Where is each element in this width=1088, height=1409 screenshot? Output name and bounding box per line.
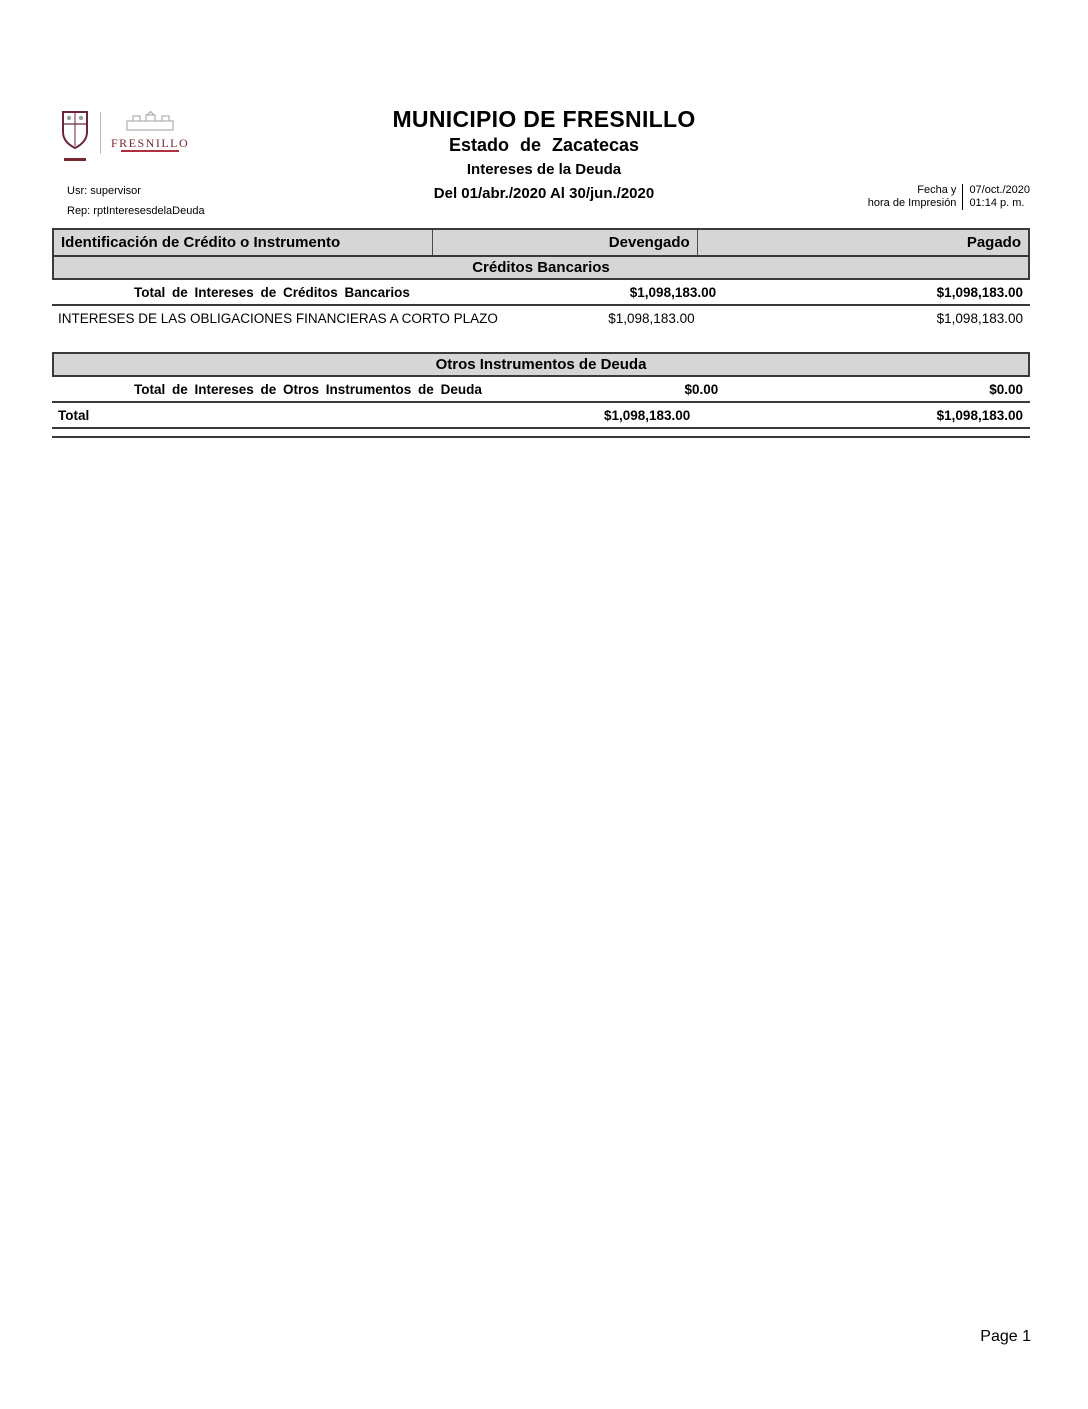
section-header-otros-instrumentos: Otros Instrumentos de Deuda (52, 352, 1030, 377)
report-period: Del 01/abr./2020 Al 30/jun./2020 (433, 185, 655, 202)
print-date: 07/oct./2020 (969, 184, 1030, 196)
table-row-grand-total (52, 403, 1030, 429)
section-gap (52, 330, 1030, 352)
row-label: Total de Intereses de Otros Instrumentos de Deuda (134, 381, 482, 397)
print-info (868, 184, 1030, 210)
table-row-total-creditos (52, 280, 1030, 306)
report-id-label: Rep: rptInteresesdelaDeuda (67, 205, 205, 217)
print-info-label: Fecha y hora de Impresión (867, 184, 957, 209)
user-label: Usr: supervisor (67, 185, 141, 197)
table-row-detail-obligaciones (52, 306, 1030, 330)
print-time: 01:14 p. m. (969, 197, 1025, 209)
pagado-value: $1,098,183.00 (936, 407, 1023, 423)
bottom-rule-gap (52, 429, 1030, 436)
meta-left (67, 181, 205, 221)
devengado-value: $0.00 (684, 381, 719, 397)
pagado-value: $0.00 (989, 381, 1023, 397)
pagado-value: $1,098,183.00 (936, 310, 1023, 326)
column-header-identification: Identificación de Crédito o Instrumento (54, 230, 433, 255)
pagado-value: $1,098,183.00 (936, 284, 1024, 300)
debt-interest-table (52, 228, 1030, 438)
table-row-total-otros (52, 377, 1030, 403)
report-title: MUNICIPIO DE FRESNILLO (392, 106, 696, 132)
table-header-row (52, 228, 1030, 257)
column-header-pagado: Pagado (966, 234, 1021, 251)
page-number: Page 1 (980, 1328, 1031, 1345)
devengado-value: $1,098,183.00 (629, 284, 717, 300)
devengado-value: $1,098,183.00 (603, 407, 691, 423)
row-label: Total (58, 407, 90, 423)
devengado-value: $1,098,183.00 (608, 310, 695, 326)
row-label: Total de Intereses de Créditos Bancarios (134, 284, 410, 300)
fresnillo-logo-text: FRESNILLO (111, 136, 190, 150)
print-info-values (962, 184, 1030, 210)
section-header-creditos-bancarios: Créditos Bancarios (52, 257, 1030, 280)
bottom-rule (52, 436, 1030, 438)
row-label: INTERESES DE LAS OBLIGACIONES FINANCIERAS A CORTO PLAZO (58, 310, 498, 326)
column-header-devengado: Devengado (433, 230, 698, 255)
report-name: Intereses de la Deuda (466, 161, 622, 178)
report-state: Estado de Zacatecas (448, 135, 640, 155)
